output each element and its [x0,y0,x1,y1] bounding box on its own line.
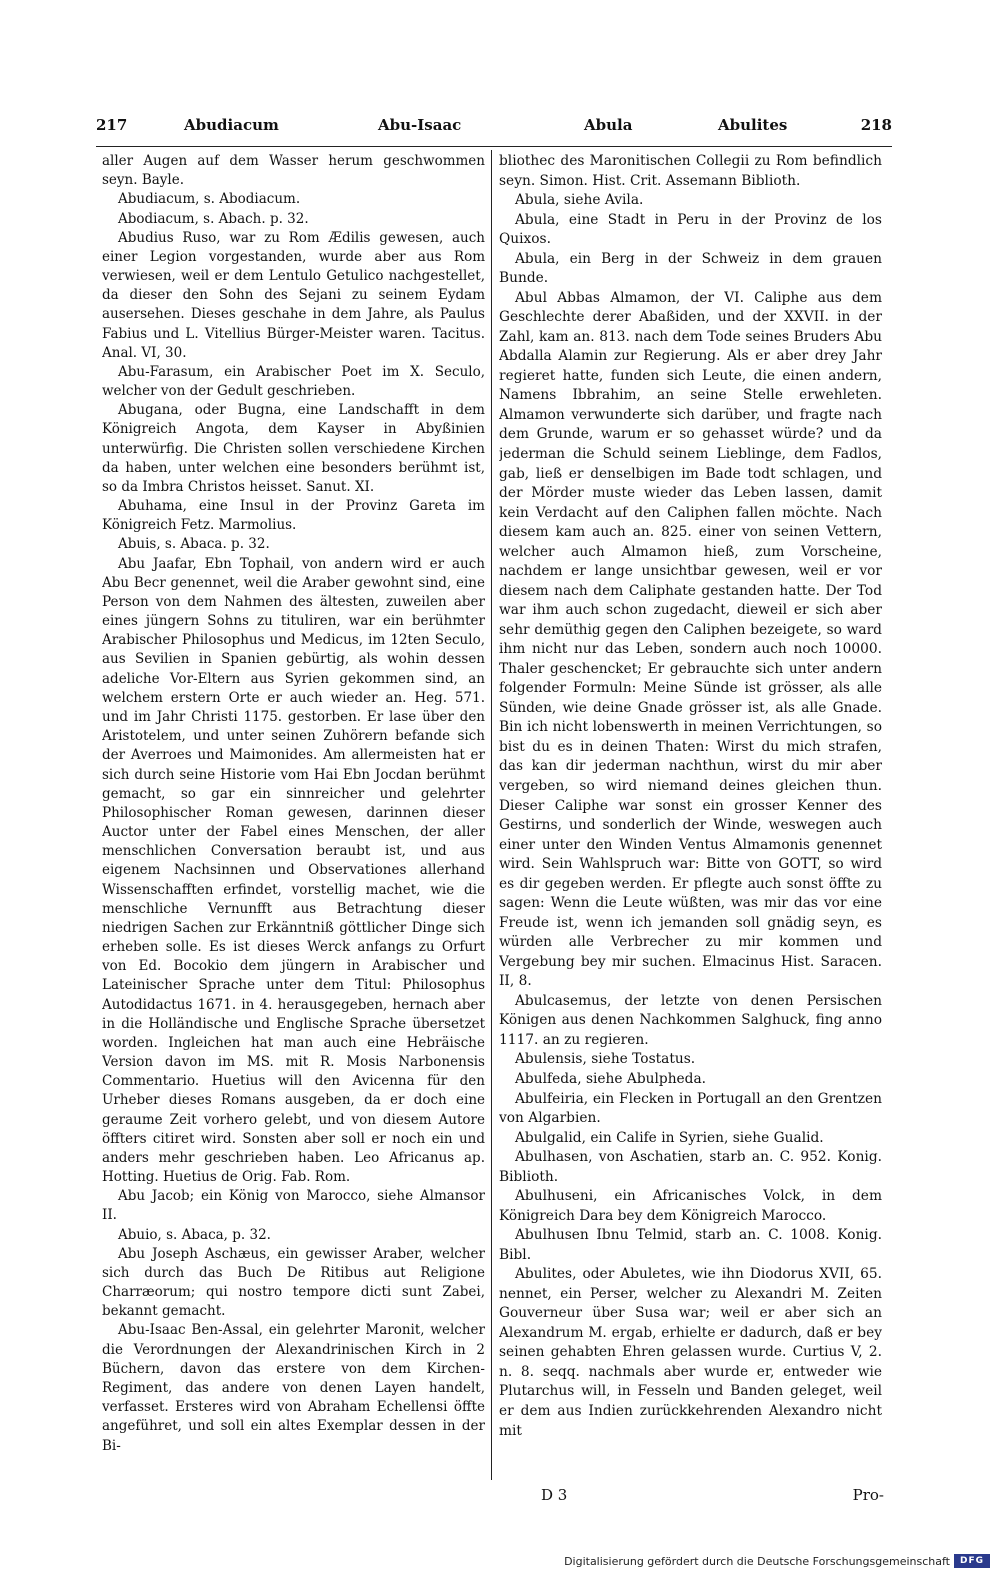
dictionary-entry: Abu Joseph Aschæus, ein gewisser Araber, welcher sich durch das Buch De Ritibus aut Religione Charræorum; qui nostro tempore dicti sunt Zabei, bekannt gemacht. [102,1245,485,1320]
dfg-logo: DFG [954,1554,990,1568]
dictionary-entry: Abula, ein Berg in der Schweiz in dem grauen Bunde. [499,250,882,287]
dictionary-entry: Abuio, s. Abaca, p. 32. [118,1226,271,1243]
dictionary-entry: Abulfeda, siehe Abulpheda. [515,1070,707,1087]
page-number-left: 217 [96,116,128,134]
header-word-3: Abula [584,116,633,134]
page-number-right: 218 [860,116,892,134]
dictionary-entry: Abuis, s. Abaca. p. 32. [118,536,270,553]
dictionary-entry: Abodiacum, s. Abach. p. 32. [118,210,309,227]
running-header [96,112,892,140]
signature-mark: D 3 [541,1486,568,1504]
dictionary-entry: Abu Jaafar, Ebn Tophail, von andern wird er auch Abu Becr genennet, weil die Araber gewohnt sind, eine Person von dem Nahmen des ältesten, zuweilen aber eines jüngern Sohns zu tituliren, war ein berühmter Arabischer Philosophus und Medicus, im 12ten Seculo, aus Sevilien in Spanien gebürtig, als wohin dessen adeliche Vor-Eltern aus Syrien gekommen sind, an welchem erstern Orte er auch wieder an. Heg. 571. und im Jahr Christi 1175. gestorben. Er lase über den Aristotelem, und unter seinen Zuhörern befande sich der Averroes und Maimonides. Am allermeisten hat er sich durch seine Historie vom Hai Ebn Jocdan berühmt gemacht, so gar ein sinnreicher und gelehrter Philosophischer Roman gewesen, darinnen dieser Auctor unter der Fabel eines Menschen, der aller menschlichen Conversation beraubt ist, und aus eigenem Nachsinnen und Observationes allerhand Wissenschafften erfindet, vorstellig machet, wie die menschliche Vernunfft aus Betrachtung dieser niedrigen Sachen zur Erkänntniß göttlicher Dinge sich erheben solle. Es ist dieses Werck anfangs zu Orfurt von Ed. Bocokio dem jüngern in Arabischer und Lateinischer Sprache unter dem Titul: Philosophus Autodidactus 1671. in 4. herausgegeben, hernach aber in die Holländische und Englische Sprache übersetzet worden. Ingleichen hat man auch eine Hebräische Version davon im MS. mit R. Mosis Narbonensis Commentario. Huetius will den Avicenna für den Urheber dieses Romans ausgeben, da er doch eine geraume Zeit vorhero gelebt, und von diesem Autore öffters citiret wird. Sonsten aber soll er noch ein und anders mehr geschrieben haben. Leo Africanus ap. Hotting. Huetius de Orig. Fab. Rom. [102,555,485,1186]
dictionary-entry: aller Augen auf dem Wasser herum geschwommen seyn. Bayle. [102,153,485,189]
credit-text: Digitalisierung gefördert durch die Deutsche Forschungsgemeinschaft [564,1554,950,1568]
dictionary-entry: Abudius Ruso, war zu Rom Ædilis gewesen, auch einer Legion vorgestanden, wurde aber aus Rom verwiesen, weil er dem Lentulo Getulico nachgestellet, da dieser den Sohn des Sejani zu seinem Eydam ausersehen. Dieses geschahe in dem Jahre, als Paulus Fabius und L. Vitellius Bürger-Meister waren. Tacitus. Anal. VI, 30. [102,229,485,361]
dictionary-entry: Abula, siehe Avila. [515,192,644,209]
catchword: Pro- [852,1486,884,1504]
page-footer [96,1486,892,1516]
left-column [102,152,485,1477]
header-word-1: Abudiacum [184,116,279,134]
dictionary-entry: Abula, eine Stadt in Peru in der Provinz de los Quixos. [499,211,882,248]
right-column [499,152,882,1477]
dictionary-entry: Abu-Farasum, ein Arabischer Poet im X. Seculo, welcher von der Gedult geschrieben. [102,363,485,400]
dictionary-entry: Abulhasen, von Aschatien, starb an. C. 952. Konig. Biblioth. [499,1149,882,1185]
digitization-credit [564,1550,990,1572]
dictionary-entry: Abulhuseni, ein Africanisches Volck, in dem Königreich Dara bey dem Königreich Marocco. [499,1188,882,1224]
dictionary-entry: Abul Abbas Almamon, der VI. Caliphe aus dem Geschlechte derer Abaßiden, und der XXVII. in der Zahl, kam an. 813. nach dem Tode seines Bruders Abu Abdalla Alamin zur Regierung. Als er aber drey Jahr regieret hatte, funden sich Leute, die einen andern, Namens Ibbrahim, an seine Stelle erwehleten. Almamon verwunderte sich darüber, und fragte nach dem Grunde, warum er so gehasset würde? und da jederman die Schuld seinem Lieblinge, dem Fadlos, gab, ließ er denselbigen im Bade todt schlagen, und der Mörder muste wieder das Leben lassen, damit kein Verdacht auf den Caliphen fallen möchte. Nach diesem kam auch an. 825. einer von seinen Vettern, welcher auch Almamon hieß, zum Vorscheine, nachdem er lange unsichtbar gewesen, weil er vor diesem nach dem Caliphate gestanden hatte. Der Tod war ihm auch schon zugedacht, dieweil er sich aber sehr demüthig gegen den Caliphen bezeigete, so ward ihm nicht nur das Leben, sondern auch noch 10000. Thaler geschencket; Er gebrauchte sich unter andern folgender Formuln: Meine Sünde ist grösser, als alle Sünden, wie deine Gnade grösser ist, als alle Gnade. Bin ich nicht lobenswerth in meinen Verrichtungen, so bist du es in deinen Thaten: Wirst du mich strafen, das kan dir jederman nachthun, wirst du mir aber vergeben, so wird niemand deines gleichen thun. Dieser Caliphe war sonst ein grosser Kenner des Gestirns, und sonderlich der Winde, weswegen auch einer unter den Winden Ventus Almamonis genennet wird. Sein Wahlspruch war: Bitte von GOTT, so wird es dir gegeben werden. Er pflegte auch sonst öffte zu sagen: Wenn die Leute wüßten, was mir das vor eine Freude ist, wenn ich jemanden soll gnädig seyn, es würden alle Verbrecher zu mir kommen und Vergebung bey mir suchen. Elmacinus Hist. Saracen. II, 8. [499,289,882,990]
dictionary-entry: bliothec des Maronitischen Collegii zu Rom befindlich seyn. Simon. Hist. Crit. Assemann Biblioth. [499,153,882,189]
column-divider [491,150,492,1480]
header-rule [96,146,892,147]
dictionary-entry: Abu Jacob; ein König von Marocco, siehe Almansor II. [102,1188,485,1224]
dictionary-entry: Abudiacum, s. Abodiacum. [118,191,301,208]
dictionary-entry: Abulfeiria, ein Flecken in Portugall an den Grentzen von Algarbien. [499,1090,882,1127]
header-word-2: Abu-Isaac [378,116,462,134]
dictionary-entry: Abu-Isaac Ben-Assal, ein gelehrter Maronit, welcher die Verordnungen der Alexandrinischen Kirch in 2 Büchern, davon das erstere von dem Kirchen-Regiment, das andere von denen Layen handelt, verfasset. Ersteres wird von Abraham Echellensi öffte angeführet, und soll ein altes Exemplar dessen in der Bi- [102,1322,485,1454]
dictionary-entry: Abulgalid, ein Calife in Syrien, siehe Gualid. [515,1129,824,1146]
dictionary-entry: Abulhusen Ibnu Telmid, starb an. C. 1008. Konig. Bibl. [499,1227,882,1263]
header-word-4: Abulites [718,116,788,134]
dictionary-entry: Abulensis, siehe Tostatus. [515,1051,696,1068]
dictionary-entry: Abugana, oder Bugna, eine Landschafft in dem Königreich Angota, dem Kayser in Abyßinien unterwürfig. Die Christen sollen verschiedene Kirchen da haben, unter welchen eine besonders berühmt ist, so da Imbra Christos heisset. Sanut. XI. [102,402,485,495]
dictionary-entry: Abulites, oder Abuletes, wie ihn Diodorus XVII, 65. nennet, ein Perser, welcher zu Alexandri M. Zeiten Gouverneur über Susa war; weil er aber sich an Alexandrum M. ergab, erhielte er dadurch, daß er bey seinen gehabten Ehren gelassen wurde. Curtius V, 2. n. 8. seqq. nachmals aber wurde er, entweder wie Plutarchus will, in Fesseln und Banden geleget, weil er dem aus Indien zurückkehrenden Alexandro nicht mit [499,1266,882,1439]
dictionary-entry: Abulcasemus, der letzte von denen Persischen Königen aus denen Nachkommen Salghuck, fing anno 1117. an zu regieren. [499,992,882,1048]
dictionary-entry: Abuhama, eine Insul in der Provinz Gareta im Königreich Fetz. Marmolius. [102,498,485,534]
